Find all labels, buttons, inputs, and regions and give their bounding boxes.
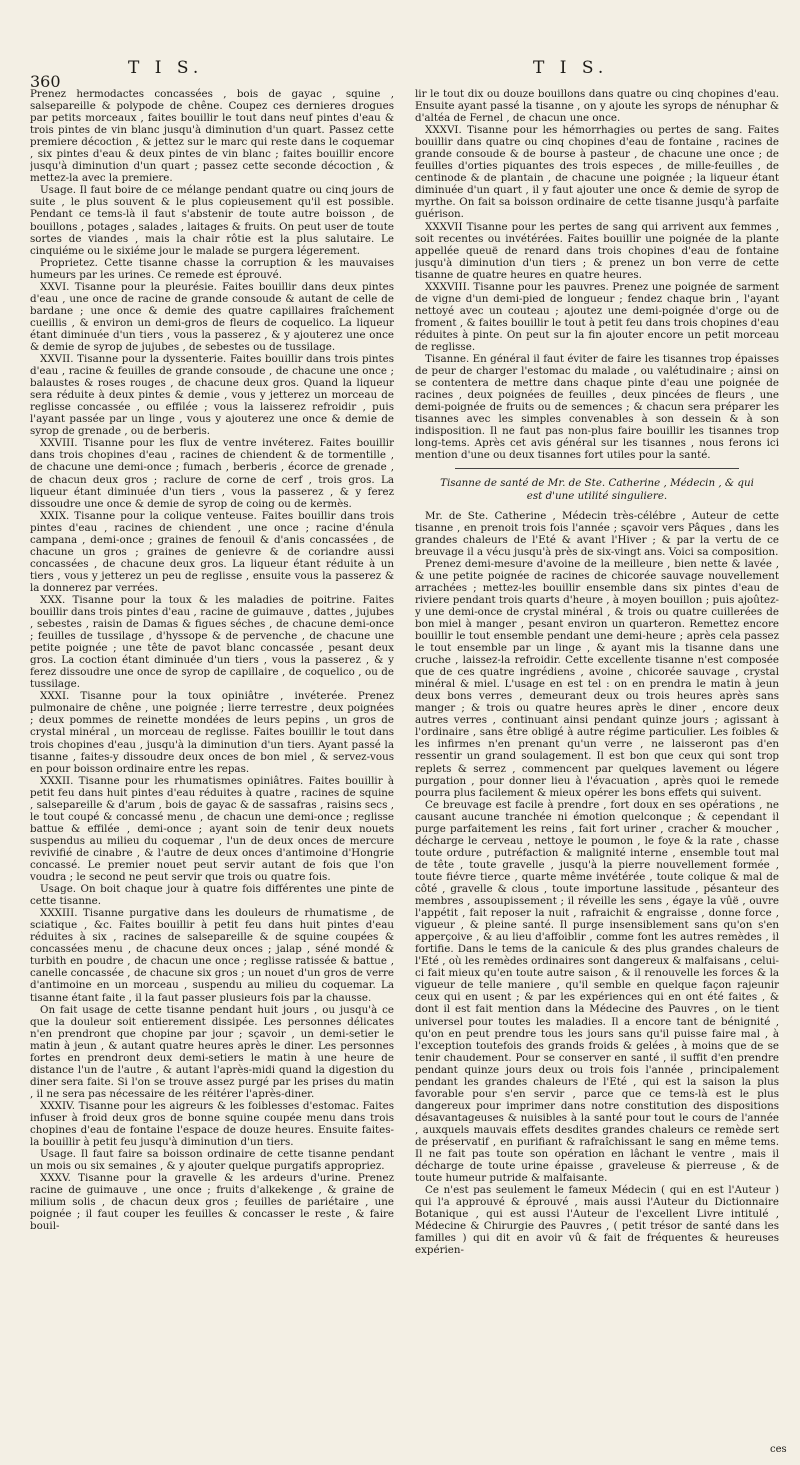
left-column — [30, 88, 394, 1458]
paragraph: Ce breuvage est facile à prendre , fort doux en ses opérations , ne causant aucune tranchée ni émotion quelconque ; & cependant il purge parfaitement les reins , fait fort uriner , cracher & moucher , décharge le cerveau , nettoye le poumon , le foye & la rate , chasse toute ordure , putréfaction & malignité interne , ensemble tout mal de tête , toute gravelle , jusqu'à la pierre nouvellement formée , toute fiévre tierce , quarte même invétérée , toute colique & mal de côté , gravelle & clous , toute importune lassitude , pésanteur des membres , assoupissement ; il réveille les sens , égaye la vûë , ouvre l'appétit , fait reposer la nuit , rafraichit & engraisse , donne force , vigueur , & pleine santé. Il purge insensiblement sans qu'on s'en apperçoive , & au lieu d'affoiblir , comme font les autres remèdes , il fortifie. Dans le tems de la canicule & des plus grandes chaleurs de l'Eté , où les remèdes ordinaires sont dangereux & malfaisans , celui-ci fait mieux qu'en toute autre saison , & il renouvelle les forces & la vigueur de telle maniere , qu'il semble en quelque façon rajeunir ceux qui en usent ; & par les expériences qui en ont été faites , & dont il est fait mention dans la Médecine des Pauvres , on le tient universel pour toutes les maladies. Il a encore tant de bénignité , qu'on en peut prendre tous les jours sans qu'il puisse faire mal , à l'exception toutefois des grands froids & gelées , à moins que de se tenir chaudement. Pour se conserver en santé , il suffit d'en prendre pendant quinze jours deux ou trois fois l'année , principalement pendant les grandes chaleurs de l'Eté , qui est la saison la plus favorable pour s'en servir , parce que ce tems-là est le plus dangereux pour imprimer dans notre constitution des dispositions désavantageuses & nuisibles à la santé pour tout le cours de l'année , auxquels mauvais effets desdites grandes chaleurs ce remède sert de préservatif , en purifiant & rafraîchissant le sang en même tems. Il ne fait pas toute son opération en lâchant le ventre , mais il décharge de toute urine épaisse , graveleuse & pierreuse , & de toute humeur putride & malfaisante. — [415, 798, 779, 1185]
paragraph: XXVI. Tisanne pour la pleurésie. Faites bouillir dans deux pintes d'eau , une once de racine de grande consoude & autant de celle de bardane ; une once & demie des quatre capillaires fraîchement cueillis , & environ un demi-gros de fleurs de coquelico. La liqueur étant diminuée d'un tiers , vous la passerez , & y ajouterez une once & demie de syrop de jujubes , de sebestes ou de tussilage. — [30, 280, 394, 353]
paragraph: Usage. Il faut boire de ce mélange pendant quatre ou cinq jours de suite , le plus souvent & le plus copieusement qu'il est possible. Pendant ce tems-là il faut s'abstenir de toute autre boisson , de bouillons , potages , salades , laitages & fruits. On peut user de toute sortes de viandes , mais la chair rôtie est la plus salutaire. Le cinquiéme ou le sixiéme jour le malade se purgera légerement. — [30, 184, 394, 257]
paragraph: Tisanne. En général il faut éviter de faire les tisannes trop épaisses de peur de charger l'estomac du malade , ou valétudinaire ; ainsi on se contentera de mettre dans chaque pinte d'eau une poignée de racines , deux poignées de feuilles , deux pincées de fleurs , une demi-poignée de fruits ou de semences ; & chacun sera préparer les tisannes avec les simples convenables à son dessein & à son indisposition. Il ne faut pas non-plus faire bouillir les tisannes trop long-tems. Après cet avis général sur les tisannes , nous ferons ici mention d'une ou deux tisannes fort utiles pour la santé. — [415, 353, 779, 462]
paragraph: XXXIV. Tisanne pour les aigreurs & les foiblesses d'estomac. Faites infuser à froid deux gros de bonne squine coupée menu dans trois chopines d'eau de fontaine l'espace de douze heures. Ensuite faites-la bouillir à petit feu jusqu'à diminution d'un tiers. — [30, 1099, 394, 1149]
paragraph: XXX. Tisanne pour la toux & les maladies de poitrine. Faites bouillir dans trois pintes d'eau , racine de guimauve , dattes , jujubes , sebestes , raisin de Damas & figues séches , de chacune demi-once ; feuilles de tussilage , d'hyssope & de pervenche , de chacune une petite poignée ; une tête de pavot blanc concassée , pesant deux gros. La coction étant diminuée d'un tiers , vous la passerez , & y ferez dissoudre une once de syrop de capillaire , de coquelico , ou de tussilage. — [30, 593, 394, 691]
paragraph: XXXVI. Tisanne pour les hémorrhagies ou pertes de sang. Faites bouillir dans quatre ou cinq chopines d'eau de fontaine , racines de grande consoude & de bourse à pasteur , de chacune une once ; de feuilles d'orties piquantes des trois especes , de mille-feuilles , de centinode & de plantain , de chacune une poignée ; la liqueur étant diminuée d'un quart , il y faut ajouter une once & demie de syrop de myrthe. On fait sa boisson ordinaire de cette tisanne jusqu'à parfaite guérison. — [415, 124, 779, 221]
paragraph: Prenez hermodactes concassées , bois de gayac , squine , salsepareille & polypode de chêne. Coupez ces dernieres drogues par petits morceaux , faites bouillir le tout dans neuf pintes d'eau & trois pintes de vin blanc jusqu'à diminution d'un quart. Passez cette premiere décoction , & jettez sur le marc qui reste dans le coquemar , six pintes d'eau & deux pintes de vin blanc ; faites bouillir encore jusqu'à diminution d'un quart ; passez cette seconde décoction , & mettez-la avec la premiere. — [30, 88, 394, 185]
paragraph: XXXVII Tisanne pour les pertes de sang qui arrivent aux femmes , soit recentes ou invétérées. Faites bouillir une poignée de la plante appellée queuë de renard dans trois chopines d'eau de fontaine jusqu'à diminution d'un tiers ; & prenez un bon verre de cette tisanne de quatre heures en quatre heures. — [415, 220, 779, 281]
page-number: 360 — [30, 72, 61, 91]
paragraph: lir le tout dix ou douze bouillons dans quatre ou cinq chopines d'eau. Ensuite ayant passé la tisanne , on y ajoute les syrops de nénuphar & d'altéa de Fernel , de chacun une once. — [415, 88, 779, 125]
paragraph: XXXIII. Tisanne purgative dans les douleurs de rhumatisme , de sciatique , &c. Faites bouillir à petit feu dans huit pintes d'eau réduites à six , racines de salsepareille & de squine coupées & concassées menu , de chacune deux onces ; jalap , séné mondé & turbith en poudre , de chacun une once ; reglisse ratissée & battue , canelle concassée , de chacune six gros ; un nouet d'un gros de verre d'antimoine en un morceau , suspendu au milieu du coquemar. La tisanne étant faite , il la faut passer plusieurs fois par la chausse. — [30, 907, 394, 1004]
paragraph: Mr. de Ste. Catherine , Médecin très-célébre , Auteur de cette tisanne , en prenoit trois fois l'année ; sçavoir vers Pâques , dans les grandes chaleurs de l'Eté & avant l'Hiver ; & par la vertu de ce breuvage il a vécu jusqu'à près de six-vingt ans. Voici sa composition. — [415, 509, 779, 558]
right-column — [415, 88, 779, 1458]
paragraph: On fait usage de cette tisanne pendant huit jours , ou jusqu'à ce que la douleur soit entierement dissipée. Les personnes délicates n'en prendront que chopine par jour ; sçavoir , un demi-setier le matin à jeun , & autant quatre heures après le diner. Les personnes fortes en prendront deux demi-setiers le matin à une heure de distance l'un de l'autre , & autant l'après-midi quand la digestion du diner sera faite. Si l'on se trouve assez purgé par les prises du matin , il ne sera pas nécessaire de les réitérer l'après-diner. — [30, 1003, 394, 1100]
paragraph: Usage. On boit chaque jour à quatre fois différentes une pinte de cette tisanne. — [30, 883, 394, 908]
section-rule — [455, 468, 739, 469]
paragraph: XXXVIII. Tisanne pour les pauvres. Prenez une poignée de sarment de vigne d'un demi-pied de longueur ; fendez chaque brin , l'ayant nettoyé avec un couteau ; ajoutez une demi-poignée d'orge ou de froment , & faites bouillir le tout à petit feu dans trois chopines d'eau réduites à pinte. On peut sur la fin ajouter encore un petit morceau de reglisse. — [415, 280, 779, 353]
paragraph: XXVIII. Tisanne pour les flux de ventre invéterez. Faites bouillir dans trois chopines d'eau , racines de chiendent & de tormentille , de chacune une demi-once ; fumach , berberis , écorce de grenade , de chacun deux gros ; raclure de corne de cerf , trois gros. La liqueur étant diminuée d'un tiers , vous la passerez , & y ferez dissoudre une once & demie de syrop de coing ou de kermès. — [30, 437, 394, 510]
paragraph: XXXII. Tisanne pour les rhumatismes opiniâtres. Faites bouillir à petit feu dans huit pintes d'eau réduites à quatre , racines de squine , salsepareille & d'arum , bois de gayac & de sassafras , raisins secs , le tout coupé & concassé menu , de chacun une demi-once ; reglisse battue & effilée , demi-once ; ayant soin de tenir deux nouets suspendus au milieu du coquemar , l'un de deux onces de mercure revivifié de cinabre , & l'autre de deux onces d'antimoine d'Hongrie concassé. Le premier nouet peut servir autant de fois que l'on voudra ; le second ne peut servir que trois ou quatre fois. — [30, 774, 394, 884]
section-heading: Tisanne de santé de Mr. de Ste. Catherine , Médecin , & qui est d'une utilité singuliere. — [440, 477, 754, 502]
paragraph: Prenez demi-mesure d'avoine de la meilleure , bien nette & lavée , & une petite poignée de racines de chicorée sauvage nouvellement arrachées ; mettez-les bouillir ensemble dans six pintes d'eau de riviere pendant trois quarts d'heure , à moyen bouillon ; puis ajoûtez-y une demi-once de crystal minéral , & trois ou quatre cuillerées de bon miel à manger , pesant environ un quarteron. Remettez encore bouillir le tout ensemble pendant une demi-heure ; après cela passez le tout ensemble par un linge , & ayant mis la tisanne dans une cruche , laissez-la refroidir. Cette excellente tisanne n'est composée que de ces quatre ingrédiens , avoine , chicorée sauvage , crystal minéral & miel. L'usage en est tel : on en prendra le matin à jeun deux bons verres , demeurant deux ou trois heures après sans manger ; & trois ou quatre heures après le diner , encore deux autres verres , continuant ainsi pendant quinze jours ; agissant à l'ordinaire , sans être obligé à autre régime particulier. Les foibles & les infirmes n'en prenant qu'un verre , ne laisseront pas d'en ressentir un grand soulagement. Il est bon que ceux qui sont trop replets & serrez , commencent par quelques lavement ou légere purgation , pour donner lieu à l'évacuation , après quoi le remede pourra plus facilement & mieux opérer les bons effets qui suivent. — [415, 557, 779, 799]
paragraph: Usage. Il faut faire sa boisson ordinaire de cette tisanne pendant un mois ou six semaines , & y ajouter quelque purgatifs appropriez. — [30, 1148, 394, 1173]
paragraph: XXVII. Tisanne pour la dyssenterie. Faites bouillir dans trois pintes d'eau , racine & feuilles de grande consoude , de chacune une once ; balaustes & roses rouges , de chacune deux gros. Quand la liqueur sera réduite à deux pintes & demie , vous y jetterez un morceau de reglisse concassée , ou effilée ; vous la laisserez refroidir , puis l'ayant passée par un linge , vous y ajouterez une once & demie de syrop de grenade , ou de berberis. — [30, 353, 394, 438]
running-head-right: T I S. — [533, 58, 609, 78]
paragraph: XXIX. Tisanne pour la colique venteuse. Faites bouillir dans trois pintes d'eau , racines de chiendent , une once ; racine d'énula campana , demi-once ; graines de fenouil & d'anis concassées , de chacune un gros ; graines de genievre & de coriandre aussi concassées , de chacune deux gros. La liqueur étant réduite à un tiers , vous y jetterez un peu de reglisse , ensuite vous la passerez & la donnerez par verrées. — [30, 509, 394, 594]
paragraph: XXXV. Tisanne pour la gravelle & les ardeurs d'urine. Prenez racine de guimauve , une once ; fruits d'alkekenge , & graine de milium solis , de chacun deux gros ; feuilles de pariétaire , une poignée ; il faut couper les feuilles & concasser le reste , & faire bouil- — [30, 1172, 394, 1233]
paragraph: Proprietez. Cette tisanne chasse la corruption & les mauvaises humeurs par les urines. Ce remede est éprouvé. — [30, 256, 394, 281]
running-head-left: T I S. — [128, 58, 204, 78]
paragraph: XXXI. Tisanne pour la toux opiniâtre , invéterée. Prenez pulmonaire de chêne , une poignée ; lierre terrestre , deux poignées ; deux pommes de reinette mondées de leurs pepins , un gros de crystal minéral , un morceau de reglisse. Faites bouillir le tout dans trois chopines d'eau , jusqu'à la diminution d'un tiers. Ayant passé la tisanne , faites-y dissoudre deux onces de bon miel , & servez-vous en pour boisson ordinaire entre les repas. — [30, 690, 394, 775]
paragraph: Ce n'est pas seulement le fameux Médecin ( qui en est l'Auteur ) qui l'a approuvé & éprouvé , mais aussi l'Auteur du Dictionnaire Botanique , qui est aussi l'Auteur de l'excellent Livre intitulé , Médecine & Chirurgie des Pauvres , ( petit trésor de santé dans les familles ) qui dit en avoir vû & fait de fréquentes & heureuses expérien- — [415, 1184, 779, 1257]
catchword: ces — [770, 1444, 787, 1455]
